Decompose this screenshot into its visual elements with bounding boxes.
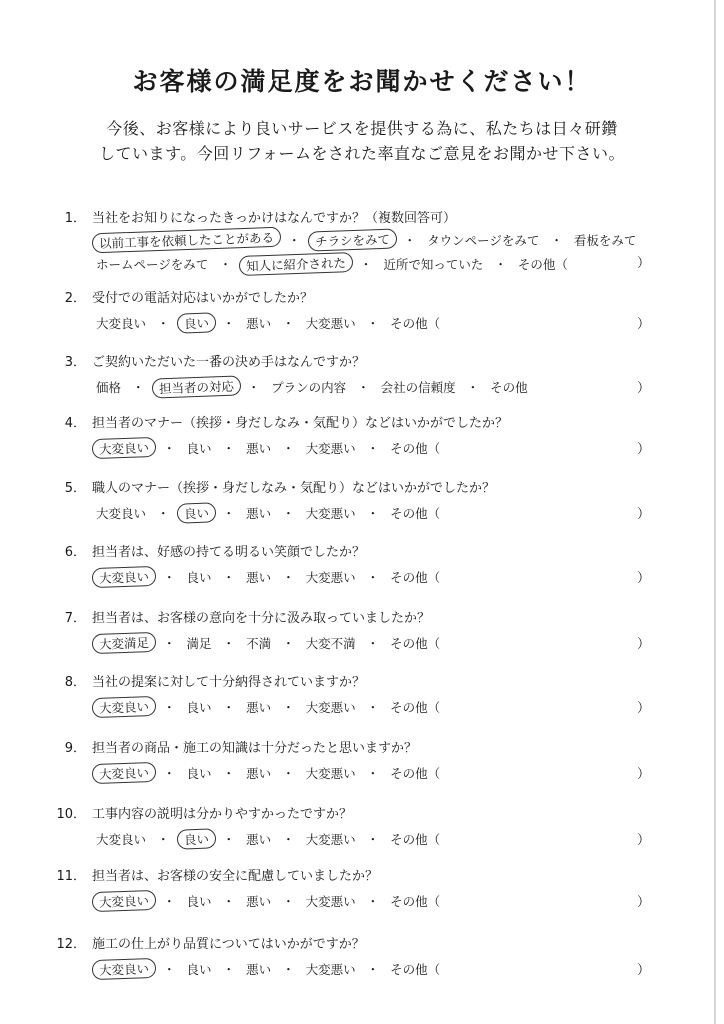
option-row bbox=[92, 891, 444, 911]
page-title: お客様の満足度をお聞かせください！ bbox=[132, 67, 592, 96]
option-separator: ・ bbox=[550, 233, 563, 248]
question-9 bbox=[0, 737, 724, 807]
option-separator: ・ bbox=[163, 962, 176, 977]
answer-option[interactable]: 大変良い bbox=[96, 832, 147, 847]
other-close-paren: ） bbox=[637, 571, 651, 586]
answer-option[interactable]: その他（ bbox=[517, 257, 568, 272]
option-separator: ・ bbox=[222, 832, 236, 847]
other-close-paren: ） bbox=[637, 701, 651, 716]
question-number: 9． bbox=[64, 741, 86, 756]
question-text: 担当者は、お客様の意向を十分に汲み取っていましたか？ bbox=[92, 611, 431, 626]
question-4 bbox=[0, 412, 724, 482]
selected-option[interactable]: チラシをみて bbox=[307, 228, 397, 251]
question-text: 担当者の商品・施工の知識は十分だったと思いますか？ bbox=[92, 741, 418, 756]
option-separator: ・ bbox=[222, 506, 236, 521]
option-row bbox=[92, 633, 444, 653]
answer-option[interactable]: 良い bbox=[186, 570, 212, 585]
option-separator: ・ bbox=[163, 766, 176, 781]
question-number: 2． bbox=[64, 291, 86, 306]
answer-option[interactable]: 大変悪い bbox=[305, 894, 356, 909]
answer-option[interactable]: その他（ bbox=[390, 570, 441, 585]
answer-option[interactable]: 大変不満 bbox=[305, 636, 356, 651]
answer-option[interactable]: 大変悪い bbox=[305, 316, 356, 331]
option-separator: ・ bbox=[357, 380, 370, 395]
selected-option[interactable]: 大変満足 bbox=[92, 632, 157, 654]
option-row bbox=[92, 313, 444, 333]
answer-option[interactable]: 悪い bbox=[246, 441, 272, 456]
answer-option[interactable]: 悪い bbox=[246, 766, 272, 781]
answer-option[interactable]: 看板をみて bbox=[573, 233, 637, 248]
option-row bbox=[92, 254, 572, 274]
answer-option[interactable]: 大変悪い bbox=[305, 700, 356, 715]
option-separator: ・ bbox=[359, 257, 373, 272]
other-close-paren: ） bbox=[637, 381, 651, 396]
question-text: 当社の提案に対して十分納得されていますか？ bbox=[92, 675, 366, 690]
answer-option[interactable]: 悪い bbox=[246, 316, 272, 331]
option-separator: ・ bbox=[222, 570, 236, 585]
option-separator: ・ bbox=[282, 700, 295, 715]
answer-option[interactable]: 大変良い bbox=[96, 316, 147, 331]
answer-option[interactable]: その他（ bbox=[390, 636, 441, 651]
other-close-paren: ） bbox=[637, 767, 651, 782]
option-separator: ・ bbox=[219, 257, 232, 272]
question-5 bbox=[0, 477, 724, 547]
option-separator: ・ bbox=[366, 441, 380, 456]
option-separator: ・ bbox=[163, 441, 176, 456]
answer-option[interactable]: 良い bbox=[186, 766, 212, 781]
other-close-paren: ） bbox=[637, 256, 651, 271]
question-text: 受付での電話対応はいかがでしたか？ bbox=[92, 291, 314, 306]
option-separator: ・ bbox=[282, 316, 295, 331]
selected-option[interactable]: 大変良い bbox=[92, 437, 157, 459]
answer-option[interactable]: その他（ bbox=[390, 894, 441, 909]
option-row bbox=[92, 438, 444, 458]
selected-option[interactable]: 大変良い bbox=[92, 762, 157, 784]
other-close-paren: ） bbox=[637, 317, 651, 332]
option-separator: ・ bbox=[222, 766, 236, 781]
question-8 bbox=[0, 671, 724, 741]
selected-option[interactable]: 大変良い bbox=[92, 958, 157, 980]
option-separator: ・ bbox=[282, 832, 295, 847]
option-separator: ・ bbox=[222, 894, 236, 909]
option-separator: ・ bbox=[282, 962, 295, 977]
selected-option[interactable]: 大変良い bbox=[92, 566, 157, 588]
option-row bbox=[92, 503, 444, 523]
question-text: ご契約いただいた一番の決め手はなんですか？ bbox=[92, 355, 366, 370]
answer-option[interactable]: 悪い bbox=[246, 962, 272, 977]
question-number: 5． bbox=[64, 481, 86, 496]
intro-line-1: 今後、お客様により良いサービスを提供する為に、私たちは日々研鑽 bbox=[106, 119, 618, 138]
option-separator: ・ bbox=[366, 766, 380, 781]
answer-option[interactable]: 悪い bbox=[246, 506, 272, 521]
question-number: 7． bbox=[64, 611, 86, 626]
answer-option[interactable]: 会社の信頼度 bbox=[380, 380, 456, 395]
answer-option[interactable]: その他（ bbox=[390, 766, 441, 781]
option-separator: ・ bbox=[222, 962, 236, 977]
option-separator: ・ bbox=[282, 636, 295, 651]
option-separator: ・ bbox=[288, 233, 301, 248]
option-separator: ・ bbox=[282, 766, 295, 781]
option-separator: ・ bbox=[157, 832, 170, 847]
answer-option[interactable]: その他（ bbox=[390, 700, 441, 715]
intro-line-2: しています。今回リフォームをされた率直なご意見をお聞かせ下さい。 bbox=[99, 144, 625, 163]
answer-option[interactable]: 良い bbox=[186, 441, 212, 456]
other-close-paren: ） bbox=[637, 963, 651, 978]
answer-option[interactable]: プランの内容 bbox=[271, 380, 347, 395]
answer-option[interactable]: 大変悪い bbox=[305, 962, 356, 977]
option-separator: ・ bbox=[282, 441, 295, 456]
answer-option[interactable]: 良い bbox=[186, 700, 212, 715]
question-6 bbox=[0, 541, 724, 611]
option-separator: ・ bbox=[163, 636, 176, 651]
question-text: 施工の仕上がり品質についてはいかがですか？ bbox=[92, 937, 365, 952]
option-row bbox=[92, 377, 532, 397]
option-separator: ・ bbox=[282, 506, 295, 521]
option-separator: ・ bbox=[366, 832, 380, 847]
answer-option[interactable]: その他（ bbox=[390, 316, 441, 331]
option-row bbox=[92, 697, 444, 717]
option-separator: ・ bbox=[366, 636, 380, 651]
question-number: 8． bbox=[64, 675, 86, 690]
question-number: 12． bbox=[56, 937, 86, 952]
question-1 bbox=[0, 207, 724, 277]
option-row bbox=[92, 763, 444, 783]
question-12 bbox=[0, 933, 724, 1003]
answer-option[interactable]: 悪い bbox=[246, 832, 272, 847]
answer-option[interactable]: 大変悪い bbox=[305, 506, 356, 521]
other-close-paren: ） bbox=[637, 507, 651, 522]
question-number: 6． bbox=[64, 545, 86, 560]
option-separator: ・ bbox=[366, 894, 380, 909]
answer-option[interactable]: 価格 bbox=[96, 380, 122, 395]
other-close-paren: ） bbox=[637, 833, 651, 848]
other-close-paren: ） bbox=[637, 637, 651, 652]
answer-option[interactable]: その他（ bbox=[390, 962, 441, 977]
answer-option[interactable]: 大変悪い bbox=[305, 766, 356, 781]
selected-option[interactable]: 知人に紹介された bbox=[238, 252, 353, 276]
question-7 bbox=[0, 607, 724, 677]
option-separator: ・ bbox=[282, 570, 295, 585]
option-row bbox=[92, 567, 444, 587]
answer-option[interactable]: 悪い bbox=[246, 894, 272, 909]
answer-option[interactable]: 大変悪い bbox=[305, 832, 356, 847]
question-3 bbox=[0, 351, 724, 421]
option-separator: ・ bbox=[163, 570, 176, 585]
other-close-paren: ） bbox=[637, 895, 651, 910]
question-text: 職人のマナー（挨拶・身だしなみ・気配り）などはいかがでしたか？ bbox=[92, 481, 496, 496]
option-separator: ・ bbox=[282, 894, 295, 909]
option-separator: ・ bbox=[366, 700, 380, 715]
option-separator: ・ bbox=[366, 570, 380, 585]
answer-option[interactable]: その他（ bbox=[390, 506, 441, 521]
question-number: 4． bbox=[64, 416, 86, 431]
selected-option[interactable]: 良い bbox=[176, 502, 216, 523]
option-separator: ・ bbox=[403, 233, 417, 248]
question-text: 当社をお知りになったきっかけはなんですか？（複数回答可） bbox=[92, 211, 457, 226]
other-close-paren: ） bbox=[637, 442, 651, 457]
selected-option[interactable]: 大変良い bbox=[92, 696, 157, 718]
option-separator: ・ bbox=[366, 962, 380, 977]
question-number: 3． bbox=[64, 355, 86, 370]
question-10 bbox=[0, 803, 724, 873]
option-separator: ・ bbox=[466, 380, 480, 395]
option-separator: ・ bbox=[366, 506, 380, 521]
question-text: 担当者は、お客様の安全に配慮していましたか？ bbox=[92, 869, 379, 884]
answer-option[interactable]: 良い bbox=[186, 894, 212, 909]
question-number: 1． bbox=[64, 211, 86, 226]
answer-option[interactable]: その他 bbox=[490, 380, 528, 395]
answer-option[interactable]: 大変悪い bbox=[305, 570, 356, 585]
option-separator: ・ bbox=[163, 700, 176, 715]
answer-option[interactable]: 満足 bbox=[186, 636, 212, 651]
option-separator: ・ bbox=[157, 506, 170, 521]
selected-option[interactable]: 良い bbox=[176, 312, 216, 333]
option-separator: ・ bbox=[222, 700, 236, 715]
answer-option[interactable]: 悪い bbox=[246, 700, 272, 715]
answer-option[interactable]: 大変悪い bbox=[305, 441, 356, 456]
option-separator: ・ bbox=[222, 316, 236, 331]
option-row bbox=[92, 959, 444, 979]
answer-option[interactable]: 大変良い bbox=[96, 506, 147, 521]
answer-option[interactable]: ホームページをみて bbox=[96, 257, 209, 272]
option-separator: ・ bbox=[163, 894, 176, 909]
selected-option[interactable]: 以前工事を依頼したことがある bbox=[92, 227, 282, 254]
question-text: 担当者のマナー（挨拶・身だしなみ・気配り）などはいかがでしたか？ bbox=[92, 416, 509, 431]
option-separator: ・ bbox=[222, 441, 236, 456]
selected-option[interactable]: 大変良い bbox=[92, 890, 157, 912]
answer-option[interactable]: タウンページをみて bbox=[427, 233, 540, 248]
answer-option[interactable]: 良い bbox=[186, 962, 212, 977]
question-11 bbox=[0, 865, 724, 935]
question-text: 工事内容の説明は分かりやすかったですか？ bbox=[92, 807, 353, 822]
question-number: 10． bbox=[56, 807, 86, 822]
answer-option[interactable]: その他（ bbox=[390, 441, 441, 456]
question-text: 担当者は、好感の持てる明るい笑顔でしたか？ bbox=[92, 545, 366, 560]
option-separator: ・ bbox=[494, 257, 507, 272]
answer-option[interactable]: その他（ bbox=[390, 832, 441, 847]
selected-option[interactable]: 担当者の対応 bbox=[151, 375, 241, 398]
question-2 bbox=[0, 287, 724, 357]
option-separator: ・ bbox=[247, 380, 261, 395]
option-row bbox=[92, 230, 640, 250]
option-row bbox=[92, 829, 444, 849]
option-separator: ・ bbox=[366, 316, 380, 331]
option-separator: ・ bbox=[157, 316, 170, 331]
option-separator: ・ bbox=[222, 636, 236, 651]
answer-option[interactable]: 近所で知っていた bbox=[383, 257, 484, 272]
option-separator: ・ bbox=[132, 380, 145, 395]
question-number: 11． bbox=[56, 869, 86, 884]
answer-option[interactable]: 不満 bbox=[246, 636, 272, 651]
selected-option[interactable]: 良い bbox=[176, 828, 216, 849]
answer-option[interactable]: 悪い bbox=[246, 570, 272, 585]
